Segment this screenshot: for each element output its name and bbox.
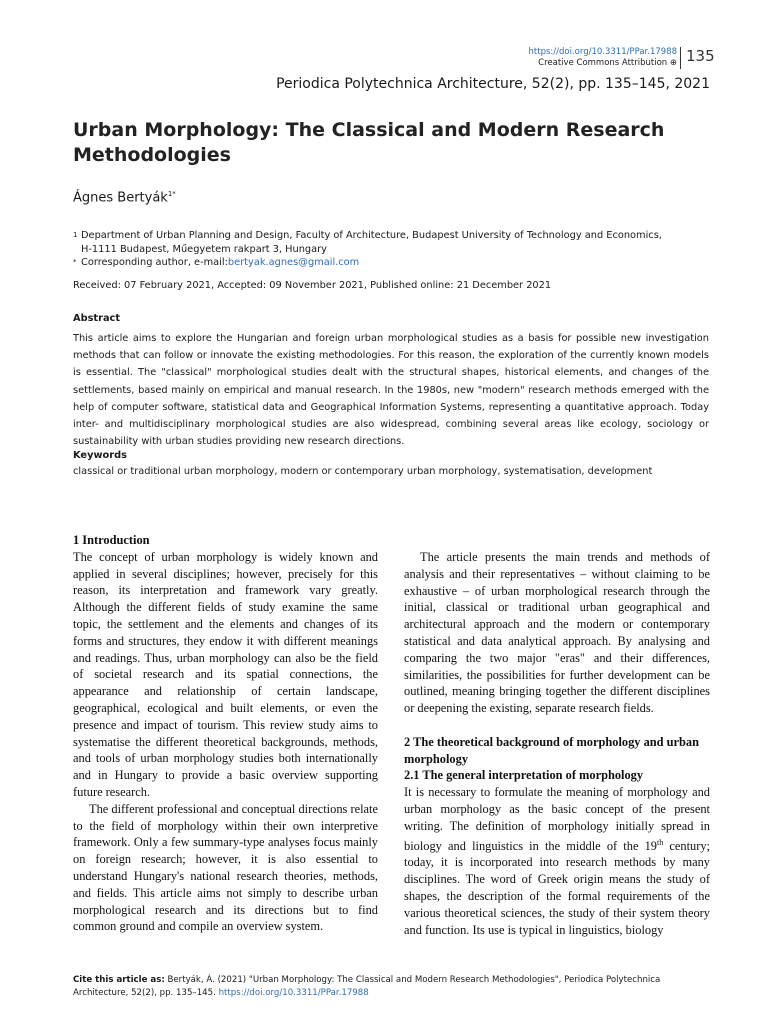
keywords-heading: Keywords (73, 450, 127, 461)
spacer (404, 717, 710, 734)
cite-label: Cite this article as: (73, 975, 165, 985)
paragraph: The different professional and conceptual directions relate to the field of morphology within their own interpretive framework. Only a few summary-type analyses focus mainly on foreign research; however, it is also essential to understand Hungary's national research theories, methods, and fields. This article aims not simply to describe urban morphological research and its directions but to find common ground and compile an overview system. (73, 801, 378, 934)
paragraph-text: century; today, it is incorporated into research methods by many disciplines. The word of Greek origin means the study of shapes, the description of the formal requirements of the various theoretical sciences, the study of their system theory and function. Its use is typical in linguistics, biology (404, 838, 710, 937)
abstract-text: This article aims to explore the Hungarian and foreign urban morphological studies as a basis for possible new investigation methods that can follow or innovate the existing methodologies. For this reason, the exploration of the currently known models is essential. The "classical" morphological studies dealt with the structural shapes, historical elements, and changes of the settlements, based mainly on empirical and manual research. In the 1980s, new "modern" research methods emerged with the help of computer software, statistical data and Geographical Information Systems, representing a quantitative approach. Today inter- and multidisciplinary morphological studies are also widespread, combining several areas like ecology, sociology or sustainability with urban studies providing new research directions. (73, 333, 709, 448)
paragraph: The article presents the main trends and methods of analysis and their representatives – without claiming to be exhaustive – of urban morphological research through the initial, classical or traditional urban geographical and architectural approach and the modern or contemporary statistical and data analytical approach. By analysing and comparing the two major "eras" and their differences, similarities, the possibilities for further development can be outlined, meaning bringing together the different disciplines or deepening the existing, separate research fields. (404, 550, 710, 716)
body-column-right (404, 549, 710, 938)
article-title: Urban Morphology: The Classical and Modern Research Methodologies (73, 119, 665, 166)
superscript: th (657, 837, 664, 847)
abstract-heading: Abstract (73, 313, 121, 324)
affiliation-line (73, 243, 713, 257)
paragraph (404, 784, 710, 938)
body-column-left (73, 532, 378, 935)
journal-info: , 52(2), pp. 135–145, 2021 (522, 76, 710, 92)
publication-dates: Received: 07 February 2021, Accepted: 09 November 2021, Published online: 21 December 2021 (73, 280, 552, 291)
section-heading-2-1: 2.1 The general interpretation of morphology (404, 768, 644, 783)
section-heading-2: 2 The theoretical background of morphology and urban morphology (404, 734, 700, 766)
cite-this-article (73, 974, 713, 999)
email-link[interactable]: bertyak.agnes@gmail.com (227, 257, 360, 268)
page-number: 135 (686, 47, 715, 65)
corresponding-mark: * (73, 258, 77, 266)
cite-text: Bertyák, Á. (2021) "Urban Morphology: The Classical and Modern Research Methodologies", Periodica Polytechnica Architecture, 52(2), pp. 135–145. (73, 975, 661, 998)
journal-line (276, 76, 710, 92)
cite-doi-link[interactable]: https://doi.org/10.3311/PPar.17988 (218, 987, 369, 998)
keywords-text: classical or traditional urban morphology, modern or contemporary urban morphology, systematisation, development (73, 466, 653, 477)
paragraph: The concept of urban morphology is widely known and applied in several disciplines; however, precisely for this reason, its interpretation and framework vary greatly. Although the different fields of study examine the same topic, the settlement and the elements and changes of its forms and structures, they endow it with different meanings and readings. Thus, urban morphology can also be the field of societal research and its spatial connections, the appearance and relationship of certain landscape, geographical, ecological and built elements, or even the presence and impact of tourism. This review study aims to systematise the different theoretical backgrounds, methods, and tools of urban morphology studies both internationally and in Hungary to provide a basic overview supporting future research. (73, 549, 378, 799)
header-doi-block (529, 47, 677, 69)
corresponding-author (73, 256, 713, 270)
affiliation-text: Department of Urban Planning and Design, Faculty of Architecture, Budapest University of Technology and Economics, (81, 230, 662, 241)
affiliation-mark (73, 243, 81, 257)
affiliation-line (73, 229, 713, 243)
paragraph-text: It is necessary to formulate the meaning of morphology and urban morphology as the basic concept of the present writing. The definition of morphology initially spread in biology and linguistics in the middle of the 19 (404, 785, 710, 853)
doi-link[interactable]: https://doi.org/10.3311/PPar.17988 (528, 47, 677, 57)
journal-name: Periodica Polytechnica Architecture (276, 76, 523, 92)
section-heading-introduction: 1 Introduction (73, 533, 150, 547)
affiliation-mark: 1 (73, 231, 78, 239)
license-text: Creative Commons Attribution ⊕ (538, 58, 677, 68)
author-name: Ágnes Bertyák (73, 190, 168, 206)
header-divider (680, 47, 681, 69)
affiliation-text: H-1111 Budapest, Műegyetem rakpart 3, Hungary (81, 243, 327, 255)
corresponding-label: Corresponding author, e-mail: (81, 257, 228, 268)
author-mark: 1* (167, 190, 176, 198)
author-line (73, 190, 176, 205)
affiliations (73, 229, 713, 270)
